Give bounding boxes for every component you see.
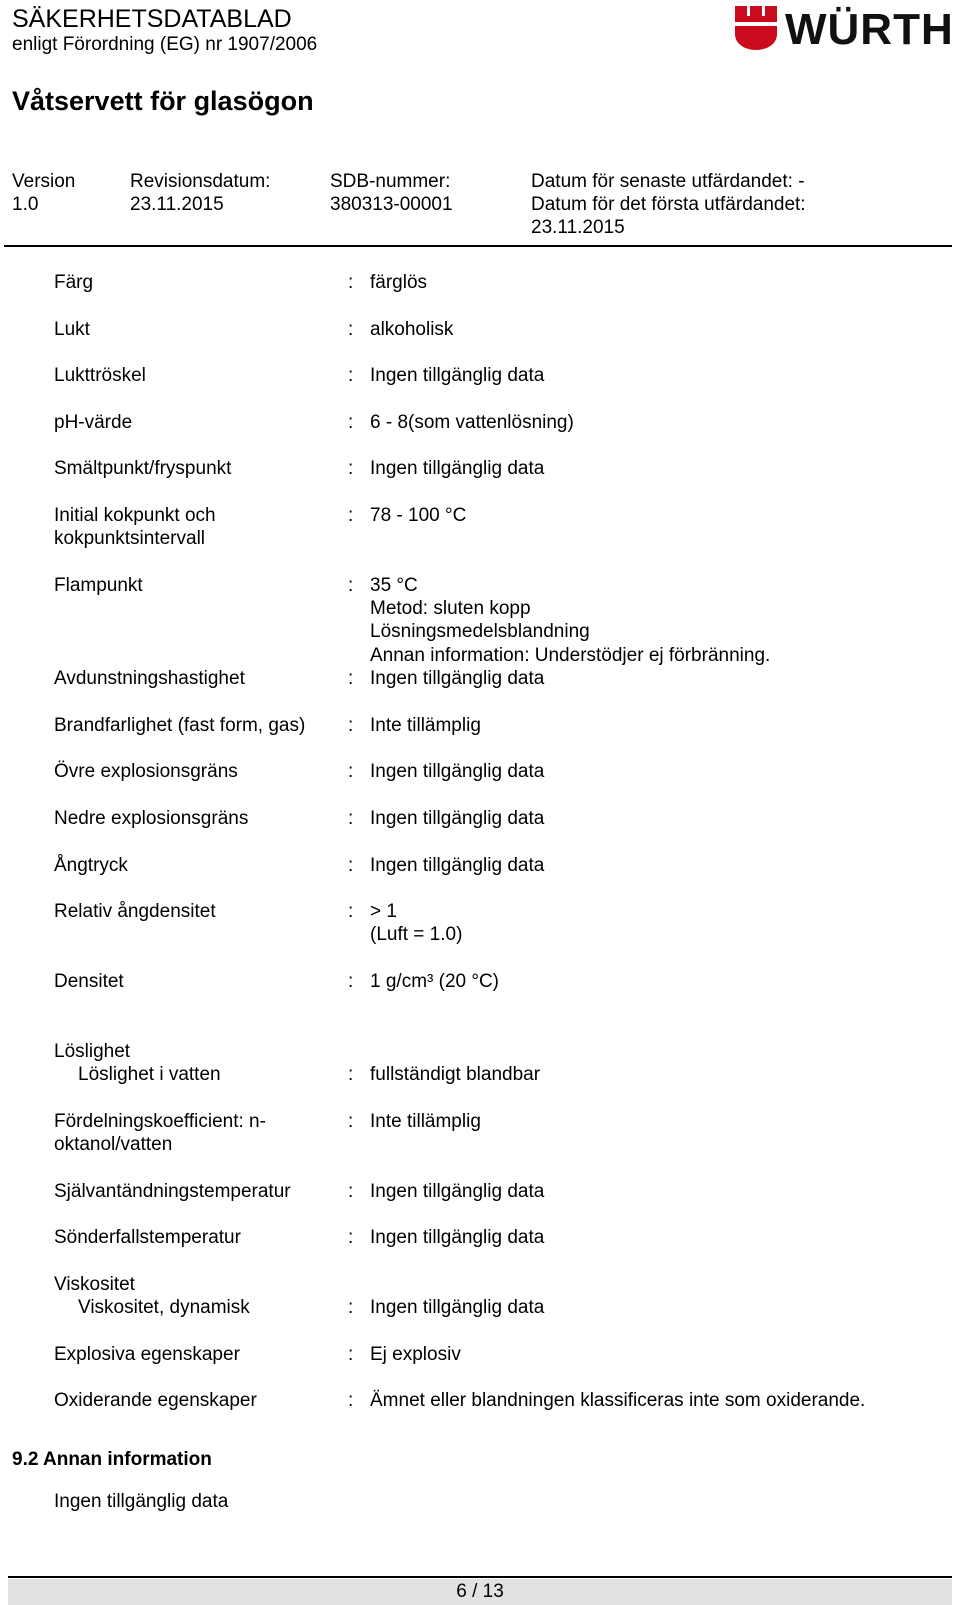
property-colon: : xyxy=(348,1227,354,1248)
property-group-label: Löslighet xyxy=(54,1041,131,1062)
section-text: Ingen tillgänglig data xyxy=(54,1491,229,1512)
property-label: Självantändningstemperatur xyxy=(54,1181,291,1202)
property-value: Ingen tillgänglig data xyxy=(370,365,545,386)
property-label: Fördelningskoefficient: n- xyxy=(54,1111,266,1132)
property-value: Ingen tillgänglig data xyxy=(370,1297,545,1318)
property-colon: : xyxy=(348,272,354,293)
property-colon: : xyxy=(348,668,354,689)
page-number: 6 / 13 xyxy=(456,1581,504,1602)
property-label: Relativ ångdensitet xyxy=(54,901,216,922)
property-value: Inte tillämplig xyxy=(370,715,481,736)
property-label: Sönderfallstemperatur xyxy=(54,1227,241,1248)
property-label: Ångtryck xyxy=(54,855,128,876)
property-value: Ingen tillgänglig data xyxy=(370,808,545,829)
property-value: Ingen tillgänglig data xyxy=(370,761,545,782)
revision-value: 23.11.2015 xyxy=(130,194,224,215)
property-colon: : xyxy=(348,1181,354,1202)
property-colon: : xyxy=(348,505,354,526)
property-value: fullständigt blandbar xyxy=(370,1064,541,1085)
property-label-cont: oktanol/vatten xyxy=(54,1134,173,1155)
property-colon: : xyxy=(348,575,354,596)
sdb-label: SDB-nummer: xyxy=(330,171,451,192)
property-label: Brandfarlighet (fast form, gas) xyxy=(54,715,306,736)
property-value-info: Annan information: Understödjer ej förbränning. xyxy=(370,645,771,666)
property-colon: : xyxy=(348,458,354,479)
property-value: färglös xyxy=(370,272,428,293)
property-label: Avdunstningshastighet xyxy=(54,668,245,689)
section-heading: 9.2 Annan information xyxy=(12,1449,212,1470)
property-label: Löslighet i vatten xyxy=(78,1064,221,1085)
property-value-method: Metod: sluten kopp xyxy=(370,598,531,619)
property-value-note: (Luft = 1.0) xyxy=(370,924,463,945)
property-value: Ej explosiv xyxy=(370,1344,461,1365)
property-value-note: Lösningsmedelsblandning xyxy=(370,621,590,642)
product-name: Våtservett för glasögon xyxy=(12,86,314,116)
property-colon: : xyxy=(348,1390,354,1411)
brand-name: WÜRTH xyxy=(785,5,954,54)
version-label: Version xyxy=(12,171,76,192)
property-value: > 1 xyxy=(370,901,397,922)
property-colon: : xyxy=(348,1344,354,1365)
property-label: Lukttröskel xyxy=(54,365,146,386)
property-label: pH-värde xyxy=(54,412,133,433)
property-colon: : xyxy=(348,365,354,386)
wurth-logo xyxy=(733,4,953,52)
footer-divider xyxy=(8,1576,952,1578)
property-label: Viskositet, dynamisk xyxy=(78,1297,250,1318)
property-value: 1 g/cm³ (20 °C) xyxy=(370,971,500,992)
latest-issue-date: Datum för senaste utfärdandet: - xyxy=(531,171,805,192)
property-label: Nedre explosionsgräns xyxy=(54,808,249,829)
revision-label: Revisionsdatum: xyxy=(130,171,271,192)
property-colon: : xyxy=(348,1111,354,1132)
property-group-label: Viskositet xyxy=(54,1274,135,1295)
header-divider xyxy=(4,245,952,247)
property-label: Smältpunkt/fryspunkt xyxy=(54,458,232,479)
property-label: Initial kokpunkt och xyxy=(54,505,216,526)
property-value: 78 - 100 °C xyxy=(370,505,467,526)
property-label: Oxiderande egenskaper xyxy=(54,1390,257,1411)
property-label: Explosiva egenskaper xyxy=(54,1344,240,1365)
property-value: Ingen tillgänglig data xyxy=(370,458,545,479)
property-colon: : xyxy=(348,855,354,876)
property-label: Flampunkt xyxy=(54,575,143,596)
property-value: Ingen tillgänglig data xyxy=(370,1227,545,1248)
document-title: SÄKERHETSDATABLAD xyxy=(12,5,292,33)
property-label: Lukt xyxy=(54,319,90,340)
property-colon: : xyxy=(348,412,354,433)
property-colon: : xyxy=(348,319,354,340)
property-colon: : xyxy=(348,1297,354,1318)
wurth-logo-icon xyxy=(733,4,779,52)
property-label-cont: kokpunktsintervall xyxy=(54,528,206,549)
property-value: alkoholisk xyxy=(370,319,454,340)
version-value: 1.0 xyxy=(12,194,39,215)
property-value: Ingen tillgänglig data xyxy=(370,668,545,689)
property-colon: : xyxy=(348,761,354,782)
property-colon: : xyxy=(348,901,354,922)
property-colon: : xyxy=(348,1064,354,1085)
property-value: 6 - 8(som vattenlösning) xyxy=(370,412,574,433)
property-value: Ingen tillgänglig data xyxy=(370,1181,545,1202)
property-colon: : xyxy=(348,808,354,829)
property-label: Densitet xyxy=(54,971,124,992)
property-value: Ingen tillgänglig data xyxy=(370,855,545,876)
sdb-value: 380313-00001 xyxy=(330,194,453,215)
property-value: Ämnet eller blandningen klassificeras inte som oxiderande. xyxy=(370,1390,866,1411)
first-issue-label: Datum för det första utfärdandet: xyxy=(531,194,806,215)
property-label: Övre explosionsgräns xyxy=(54,761,238,782)
property-value: 35 °C xyxy=(370,575,418,596)
property-label: Färg xyxy=(54,272,94,293)
property-colon: : xyxy=(348,715,354,736)
first-issue-value: 23.11.2015 xyxy=(531,217,625,238)
property-colon: : xyxy=(348,971,354,992)
regulation-text: enligt Förordning (EG) nr 1907/2006 xyxy=(12,34,318,55)
property-value: Inte tillämplig xyxy=(370,1111,481,1132)
